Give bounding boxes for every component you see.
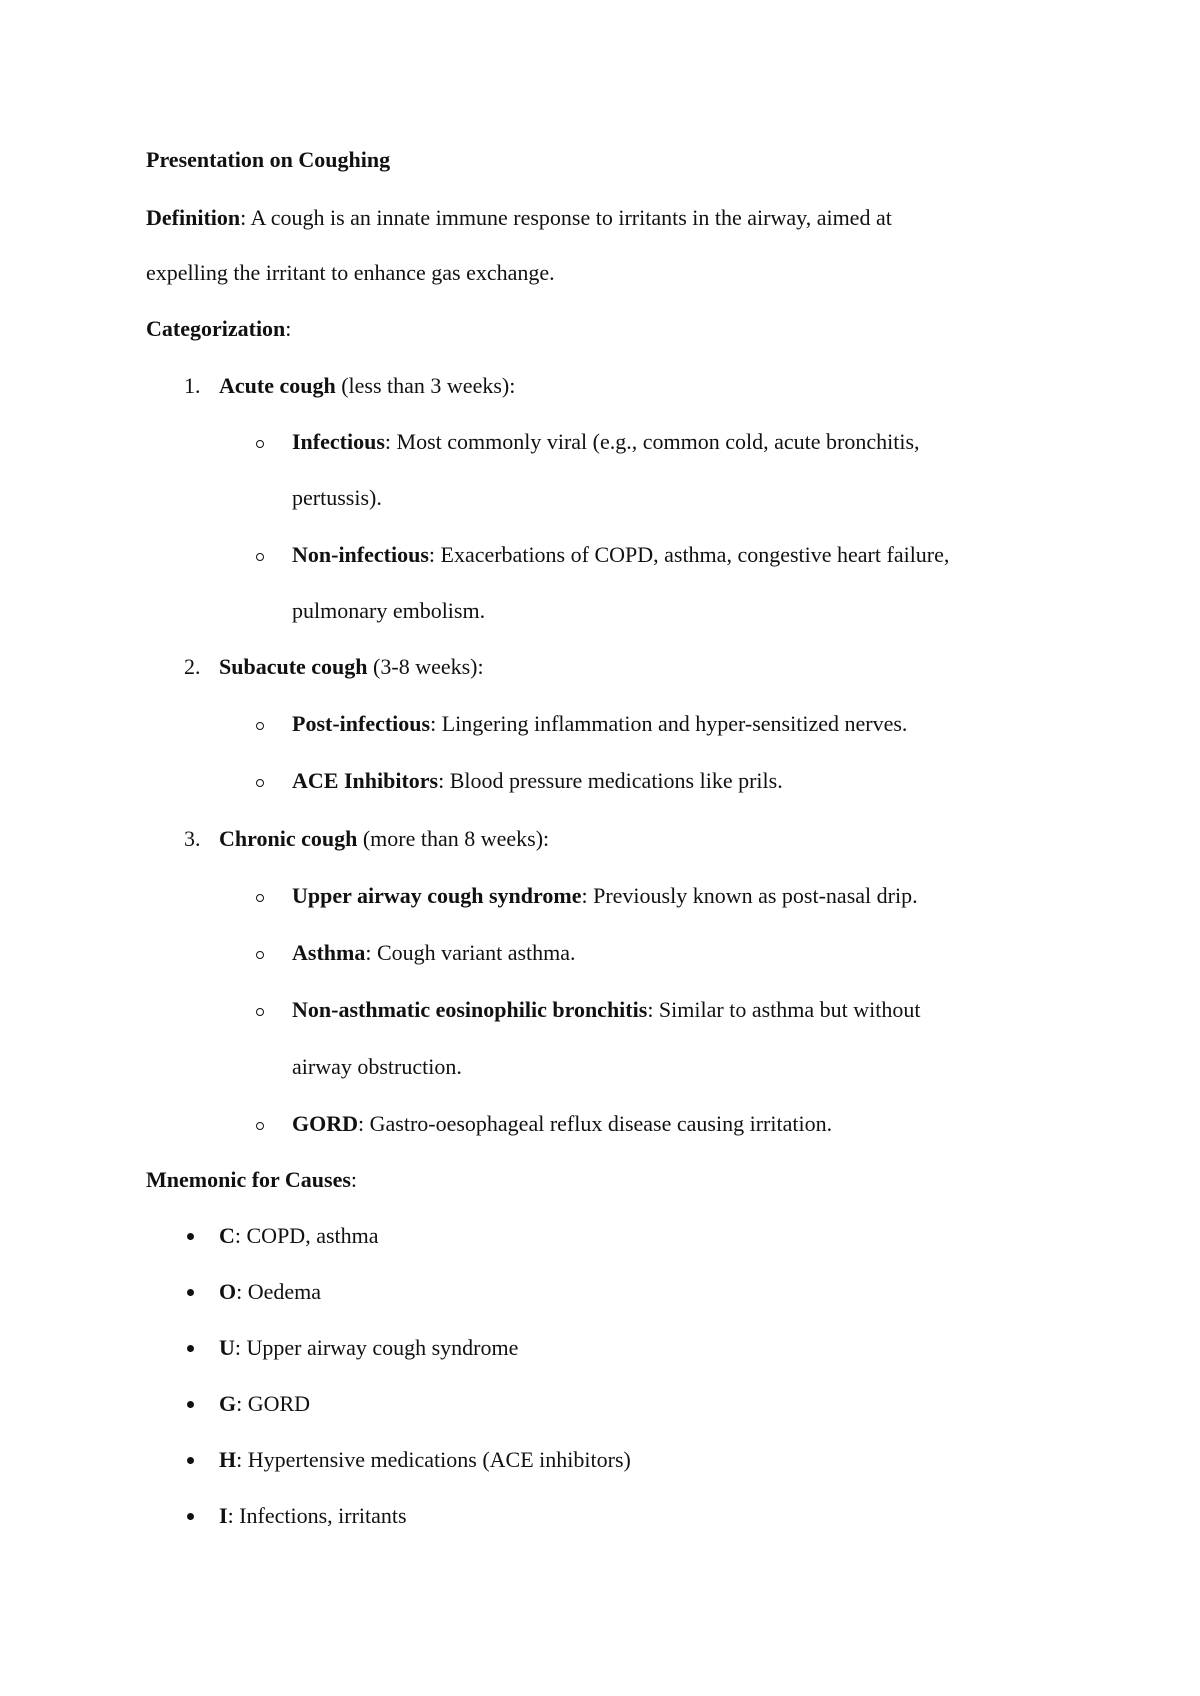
bullet-icon	[187, 1289, 194, 1296]
categorization-heading: Categorization:	[146, 316, 292, 341]
sub-list-item: Infectious: Most commonly viral (e.g., common cold, acute bronchitis,	[292, 429, 920, 454]
list-item: Acute cough (less than 3 weeks):	[219, 373, 516, 398]
circle-bullet-icon	[256, 722, 264, 730]
sub-list-item: Non-asthmatic eosinophilic bronchitis: Similar to asthma but without	[292, 997, 921, 1022]
definition-line-2: expelling the irritant to enhance gas exchange.	[146, 260, 555, 285]
definition-label: Definition	[146, 205, 241, 230]
mnemonic-item: G: GORD	[219, 1391, 311, 1416]
mnemonic-item: C: COPD, asthma	[219, 1223, 379, 1248]
list-number: 2.	[184, 654, 201, 679]
mnemonic-item: H: Hypertensive medications (ACE inhibitors)	[219, 1447, 631, 1472]
sub-list-item: GORD: Gastro-oesophageal reflux disease causing irritation.	[292, 1111, 833, 1136]
circle-bullet-icon	[256, 951, 264, 959]
list-number: 1.	[184, 373, 201, 398]
sub-list-item: ACE Inhibitors: Blood pressure medications like prils.	[292, 768, 783, 793]
bullet-icon	[187, 1345, 194, 1352]
list-number: 3.	[184, 826, 201, 851]
sub-list-item: Asthma: Cough variant asthma.	[292, 940, 576, 965]
definition-line-1: Definition: A cough is an innate immune response to irritants in the airway, aimed at	[146, 205, 892, 230]
sub-list-item: Upper airway cough syndrome: Previously known as post-nasal drip.	[292, 883, 918, 908]
mnemonic-item: O: Oedema	[219, 1279, 322, 1304]
list-item: Chronic cough (more than 8 weeks):	[219, 826, 550, 851]
bullet-icon	[187, 1457, 194, 1464]
bullet-icon	[187, 1401, 194, 1408]
circle-bullet-icon	[256, 894, 264, 902]
sub-list-item: Post-infectious: Lingering inflammation and hyper-sensitized nerves.	[292, 711, 908, 736]
mnemonic-item: U: Upper airway cough syndrome	[219, 1335, 519, 1360]
circle-bullet-icon	[256, 440, 264, 448]
page-title: Presentation on Coughing	[146, 147, 391, 172]
circle-bullet-icon	[256, 1008, 264, 1016]
bullet-icon	[187, 1513, 194, 1520]
sub-list-item-continuation: airway obstruction.	[292, 1054, 462, 1079]
circle-bullet-icon	[256, 779, 264, 787]
sub-list-item: Non-infectious: Exacerbations of COPD, asthma, congestive heart failure,	[292, 542, 950, 567]
list-item: Subacute cough (3-8 weeks):	[219, 654, 484, 679]
bullet-icon	[187, 1233, 194, 1240]
mnemonic-heading: Mnemonic for Causes:	[146, 1167, 358, 1192]
mnemonic-item: I: Infections, irritants	[219, 1503, 407, 1528]
sub-list-item-continuation: pertussis).	[292, 485, 382, 510]
circle-bullet-icon	[256, 553, 264, 561]
sub-list-item-continuation: pulmonary embolism.	[292, 598, 486, 623]
circle-bullet-icon	[256, 1122, 264, 1130]
